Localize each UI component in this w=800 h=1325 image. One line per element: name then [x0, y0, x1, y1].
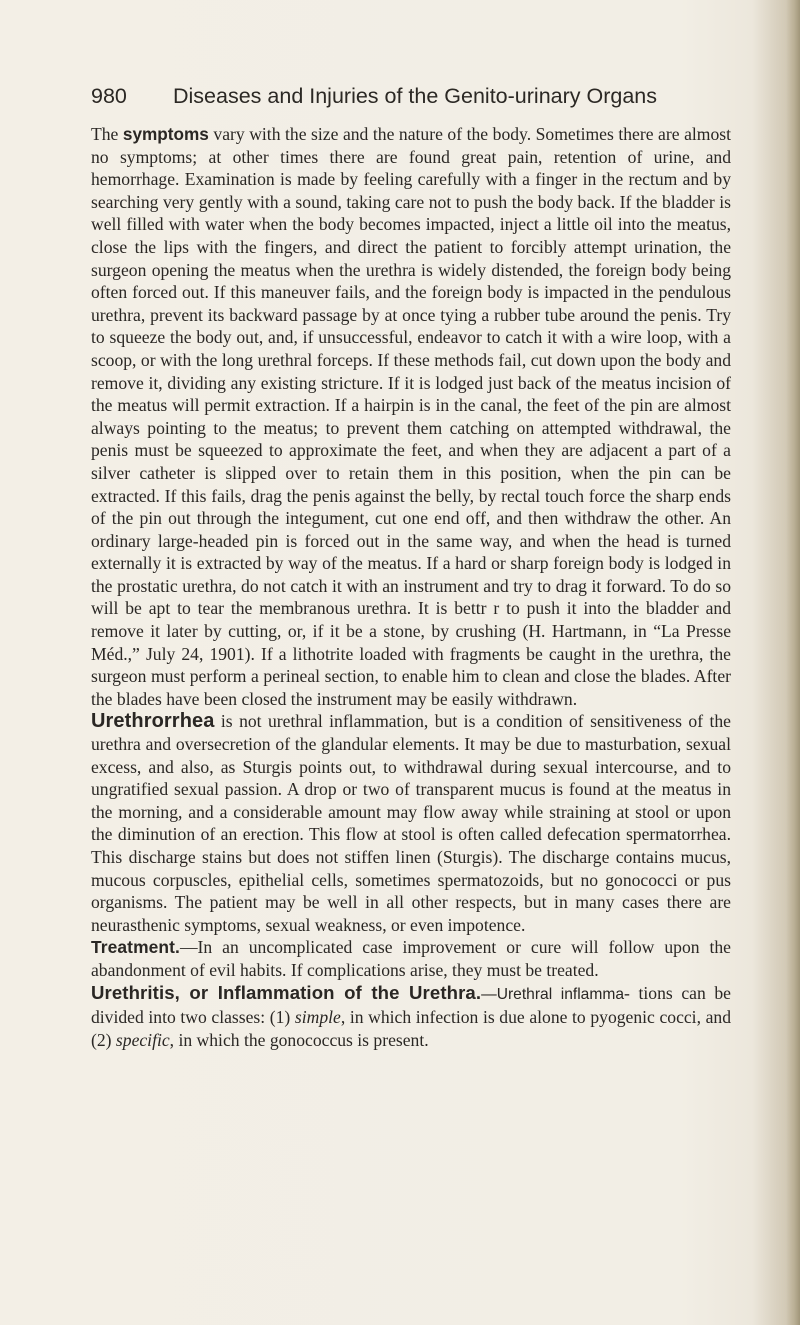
paragraph-text-c: , in which the gonococcus is present.: [169, 1029, 429, 1050]
paragraph-text: —In an uncomplicated case improvement or cure will follow upon the abandonment of evil habits. If complications arise, they must be treated.: [91, 937, 731, 980]
paragraph-text-b: , in which infection is due alone to pyogenic cocci, and (2): [91, 1007, 731, 1050]
page-edge-shadow: [786, 0, 800, 1325]
lead-term-symptoms: symptoms: [122, 124, 209, 144]
heading-urethrorrhea: Urethrorrhea: [91, 710, 215, 733]
body-text: [91, 123, 731, 1051]
paragraph-symptoms: [91, 123, 731, 710]
sub-lead: —Urethral inflamma: [481, 985, 624, 1003]
paragraph-urethrorrhea: [91, 710, 731, 936]
lead-prefix: The: [91, 124, 123, 144]
paragraph-urethritis: Urethritis, or Inflammation of the Urethra.—Urethral inflamma- tions can be divided into two classes: (1) simple, in which infection is due alone to pyogenic cocci, and (2) specific, in which the gonococcus is present.: [91, 981, 731, 1050]
term-simple: simple: [294, 1007, 341, 1028]
paragraph-treatment: [91, 936, 731, 981]
page-number: 980: [91, 84, 127, 108]
page-header: [91, 84, 731, 116]
heading-urethritis: Urethritis, or Inflammation of the Urethra.: [91, 981, 482, 1003]
paragraph-text: vary with the size and the nature of the body. Sometimes there are almost no symptoms; at other times there are found great pain, retention of urine, and hemorrhage. Examination is made by feeling carefully with a finger in the rectum and by searching very gently with a sound, taking care not to push the body back. If the bladder is well filled with water when the body becomes impacted, inject a little oil into the meatus, close the lips with the fingers, and direct the patient to forcibly attempt urination, the surgeon opening the meatus when the urethra is widely distended, the foreign body being often forced out. If this maneuver fails, and the foreign body is impacted in the pendulous urethra, prevent its backward passage by at once tying a rubber tube around the penis. Try to squeeze the body out, and, if unsuccessful, endeavor to catch it with a wire loop, with a scoop, or with the long urethral forceps. If these methods fail, cut down upon the body and remove it, dividing any existing stricture. If it is lodged just back of the meatus incision of the meatus will permit extraction. If a hairpin is in the canal, the feet of the pin are almost always pointing to the meatus; to prevent them catching on attempted withdrawal, the penis must be squeezed to approximate the feet, and when they are adjacent a part of a silver catheter is slipped over to retain them in this position, when the pin can be extracted. If this fails, drag the penis against the belly, by rectal touch force the sharp ends of the pin out through the integument, cut one end off, and then withdraw the other. An ordinary large-headed pin is forced out in the same way, and when the head is turned externally it is extracted by way of the meatus. If a hard or sharp foreign body is lodged in the prostatic urethra, do not catch it with an instrument and try to drag it forward. To do so will be apt to tear the membranous urethra. It is bettr r to push it into the bladder and remove it later by cutting, or, if it be a stone, by crushing (H. Hartmann, in “La Presse Méd.,” July 24, 1901). If a lithotrite loaded with fragments be caught in the urethra, the surgeon must perform a perineal section, to enable him to clean and close the blades. After the blades have been closed the instrument may be easily withdrawn.: [91, 124, 731, 709]
paragraph-text: is not urethral inflammation, but is a condition of sensitiveness of the urethra and oversecretion of the glandular elements. It may be due to masturbation, sexual excess, and also, as Sturgis points out, to withdrawal during sexual intercourse, and to ungratified sexual passion. A drop or two of transparent mucus is found at the meatus in the morning, and a considerable amount may flow away while straining at stool or upon the diminution of an erection. This flow at stool is often called defecation spermatorrhea. This discharge stains but does not stiffen linen (Sturgis). The discharge contains mucus, mucous corpuscles, epithelial cells, sometimes spermatozoids, but no gonococci or pus organisms. The patient may be well in all other respects, but in many cases there are neurasthenic symptoms, sexual weakness, or even impotence.: [91, 711, 731, 935]
heading-treatment: Treatment.: [91, 937, 180, 958]
term-specific: specific: [115, 1029, 170, 1050]
running-title: Diseases and Injuries of the Genito-urinary Organs: [173, 84, 657, 108]
paragraph-text-a: tions can be divided into two classes: (1): [91, 982, 731, 1028]
